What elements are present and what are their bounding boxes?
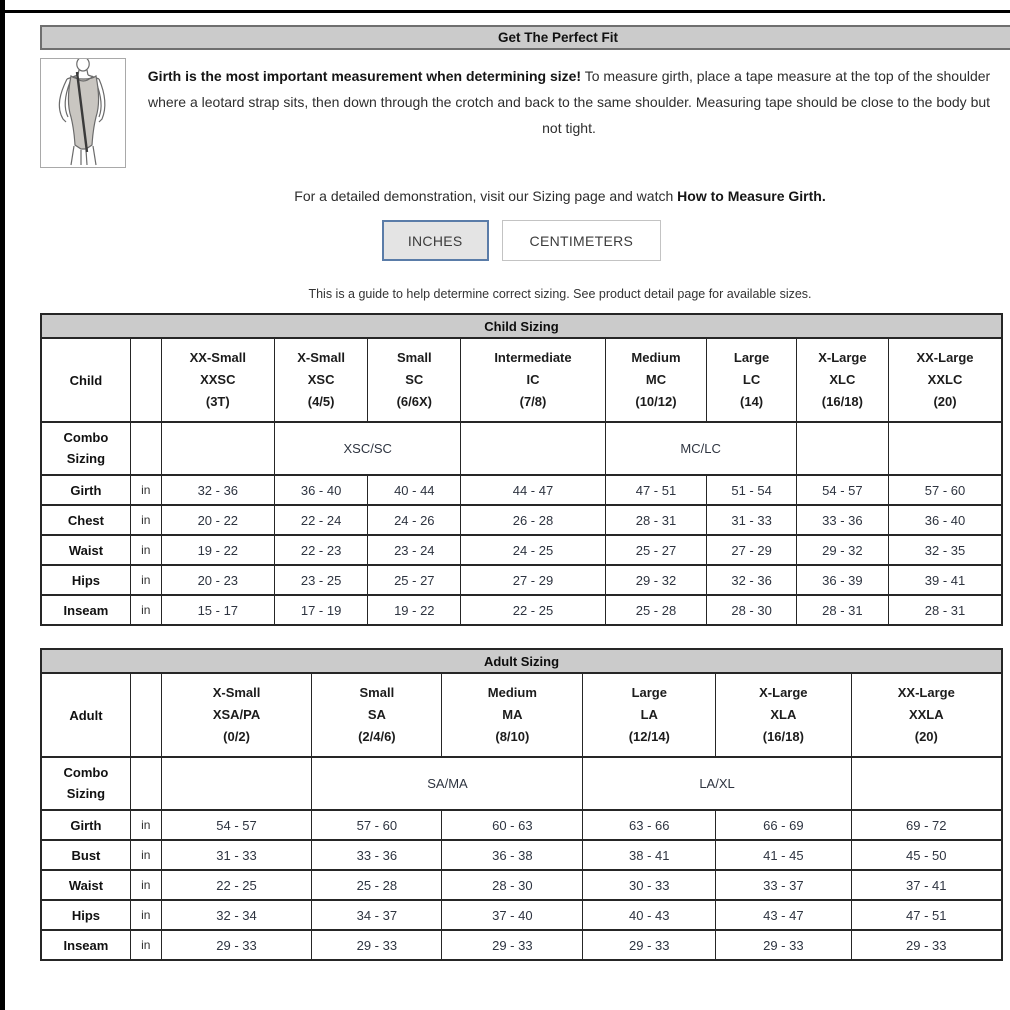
combo-empty-cell: [161, 757, 312, 810]
size-label: Large: [631, 684, 667, 700]
adult-row-header-label: Adult: [41, 673, 130, 757]
combo-empty-cell: [851, 757, 1002, 810]
measurement-unit: in: [130, 475, 161, 505]
guide-note: This is a guide to help determine correct sizing. See product detail page for available sizes.: [308, 287, 812, 301]
adult-measurement-row: [41, 930, 1002, 960]
size-range: (6/6X): [396, 394, 432, 410]
size-value-cell: 24 - 25: [461, 535, 605, 565]
size-value-cell: 29 - 33: [442, 930, 583, 960]
size-value-cell: 33 - 36: [312, 840, 442, 870]
child-measurement-row: [41, 595, 1002, 625]
size-value-cell: 28 - 31: [605, 505, 707, 535]
girth-instructions-lead: Girth is the most important measurement when determining size!: [147, 68, 582, 84]
measurement-label: Waist: [41, 870, 130, 900]
demo-note-text: For a detailed demonstration, visit our Sizing page and watch: [294, 188, 678, 204]
size-value-cell: 33 - 37: [716, 870, 852, 900]
combo-size-cell: XSC/SC: [275, 422, 461, 475]
size-column-header: [442, 673, 583, 757]
size-value-cell: 29 - 32: [605, 565, 707, 595]
measurement-label: Girth: [41, 810, 130, 840]
size-code: XXSC: [200, 371, 236, 387]
size-value-cell: 38 - 41: [583, 840, 716, 870]
size-value-cell: 47 - 51: [851, 900, 1002, 930]
adult-combo-sizing-row: [41, 757, 1002, 810]
combo-size-cell: LA/XL: [583, 757, 851, 810]
size-label: X-Small: [212, 684, 261, 700]
size-value-cell: 29 - 33: [312, 930, 442, 960]
unit-column-header: [130, 338, 161, 422]
size-column-header: [275, 338, 368, 422]
size-value-cell: 20 - 23: [161, 565, 274, 595]
unit-column-header: [130, 673, 161, 757]
child-sizing-table: [40, 313, 1003, 626]
size-value-cell: 66 - 69: [716, 810, 852, 840]
size-value-cell: 44 - 47: [461, 475, 605, 505]
size-value-cell: 25 - 27: [368, 565, 461, 595]
size-range: (8/10): [495, 729, 530, 745]
size-label: XX-Large: [916, 349, 974, 365]
size-label: Medium: [487, 684, 537, 700]
size-code: LC: [742, 371, 761, 387]
size-label: Small: [359, 684, 395, 700]
size-value-cell: 28 - 30: [707, 595, 796, 625]
measurement-unit: in: [130, 870, 161, 900]
combo-empty-cell: [161, 422, 274, 475]
measurement-unit: in: [130, 840, 161, 870]
size-value-cell: 28 - 31: [889, 595, 1002, 625]
child-row-header-label: Child: [41, 338, 130, 422]
combo-empty-cell: [889, 422, 1002, 475]
combo-unit-cell: [130, 422, 161, 475]
size-range: (20): [914, 729, 938, 745]
intro-section: [40, 58, 1010, 168]
size-range: (12/14): [628, 729, 670, 745]
size-column-header: [851, 673, 1002, 757]
centimeters-button[interactable]: CENTIMETERS: [502, 220, 662, 261]
size-range: (16/18): [762, 729, 804, 745]
window-frame-left-edge: [0, 0, 5, 1010]
how-to-measure-girth-label: How to Measure Girth.: [677, 188, 826, 204]
size-value-cell: 36 - 40: [275, 475, 368, 505]
measurement-unit: in: [130, 810, 161, 840]
size-label: Large: [733, 349, 770, 365]
leotard-girth-tape-illustration: [40, 58, 126, 168]
adult-table-title: Adult Sizing: [41, 649, 1002, 673]
size-value-cell: 19 - 22: [368, 595, 461, 625]
page-title: Get The Perfect Fit: [40, 25, 1010, 50]
demo-note: [40, 188, 1010, 204]
size-column-header: [312, 673, 442, 757]
size-value-cell: 63 - 66: [583, 810, 716, 840]
size-value-cell: 29 - 33: [583, 930, 716, 960]
size-value-cell: 54 - 57: [796, 475, 888, 505]
size-value-cell: 37 - 40: [442, 900, 583, 930]
size-value-cell: 47 - 51: [605, 475, 707, 505]
size-column-header: [461, 338, 605, 422]
measurement-label: Hips: [41, 900, 130, 930]
size-value-cell: 22 - 23: [275, 535, 368, 565]
size-value-cell: 60 - 63: [442, 810, 583, 840]
size-value-cell: 51 - 54: [707, 475, 796, 505]
size-value-cell: 27 - 29: [461, 565, 605, 595]
size-label: Intermediate: [494, 349, 572, 365]
adult-size-header-row: [41, 673, 1002, 757]
size-value-cell: 43 - 47: [716, 900, 852, 930]
measurement-label: Chest: [41, 505, 130, 535]
size-value-cell: 22 - 25: [161, 870, 312, 900]
size-value-cell: 25 - 27: [605, 535, 707, 565]
measurement-unit: in: [130, 505, 161, 535]
size-value-cell: 41 - 45: [716, 840, 852, 870]
size-value-cell: 57 - 60: [312, 810, 442, 840]
measurement-label: Inseam: [41, 930, 130, 960]
size-range: (4/5): [307, 394, 335, 410]
size-label: XX-Small: [189, 349, 246, 365]
size-value-cell: 33 - 36: [796, 505, 888, 535]
size-value-cell: 69 - 72: [851, 810, 1002, 840]
combo-size-cell: SA/MA: [312, 757, 583, 810]
size-column-header: [161, 338, 274, 422]
size-value-cell: 32 - 36: [707, 565, 796, 595]
size-value-cell: 32 - 36: [161, 475, 274, 505]
size-range: (7/8): [519, 394, 547, 410]
child-combo-sizing-row: [41, 422, 1002, 475]
child-measurement-row: [41, 505, 1002, 535]
size-value-cell: 36 - 40: [889, 505, 1002, 535]
size-code: MC: [645, 371, 667, 387]
size-column-header: [796, 338, 888, 422]
size-value-cell: 25 - 28: [312, 870, 442, 900]
size-label: X-Large: [759, 684, 808, 700]
size-value-cell: 27 - 29: [707, 535, 796, 565]
measurement-label: Hips: [41, 565, 130, 595]
size-range: (10/12): [635, 394, 677, 410]
size-range: (2/4/6): [358, 729, 396, 745]
size-range: (14): [740, 394, 764, 410]
combo-unit-cell: [130, 757, 161, 810]
size-label: X-Large: [818, 349, 867, 365]
measurement-unit: in: [130, 535, 161, 565]
child-table-title-row: [41, 314, 1002, 338]
adult-sizing-table: [40, 648, 1003, 961]
size-value-cell: 17 - 19: [275, 595, 368, 625]
size-range: (16/18): [821, 394, 863, 410]
size-value-cell: 54 - 57: [161, 810, 312, 840]
size-value-cell: 45 - 50: [851, 840, 1002, 870]
size-value-cell: 29 - 32: [796, 535, 888, 565]
size-value-cell: 24 - 26: [368, 505, 461, 535]
size-code: IC: [526, 371, 540, 387]
size-value-cell: 34 - 37: [312, 900, 442, 930]
size-code: XLA: [770, 706, 797, 722]
size-value-cell: 28 - 30: [442, 870, 583, 900]
size-value-cell: 31 - 33: [707, 505, 796, 535]
size-value-cell: 36 - 38: [442, 840, 583, 870]
size-column-header: [716, 673, 852, 757]
child-measurement-row: [41, 565, 1002, 595]
size-value-cell: 36 - 39: [796, 565, 888, 595]
size-label: Small: [396, 349, 432, 365]
measurement-label: Girth: [41, 475, 130, 505]
measurement-unit: in: [130, 565, 161, 595]
size-code: XXLA: [908, 706, 944, 722]
size-value-cell: 40 - 43: [583, 900, 716, 930]
size-value-cell: 23 - 24: [368, 535, 461, 565]
adult-table-title-row: [41, 649, 1002, 673]
size-value-cell: 26 - 28: [461, 505, 605, 535]
size-label: Medium: [631, 349, 681, 365]
size-column-header: [161, 673, 312, 757]
size-column-header: [368, 338, 461, 422]
size-label: XX-Large: [897, 684, 955, 700]
girth-instructions: [138, 64, 1000, 168]
adult-measurement-row: [41, 840, 1002, 870]
size-value-cell: 22 - 25: [461, 595, 605, 625]
size-code: SC: [405, 371, 424, 387]
combo-empty-cell: [461, 422, 605, 475]
size-value-cell: 29 - 33: [716, 930, 852, 960]
girth-instructions-body: To measure girth, place a tape measure at the top of the shoulder where a leotard strap sits, then down through the crotch and back to the same shoulder. Measuring tape should be close to the body but not tight.: [147, 68, 991, 136]
size-code: MA: [502, 706, 523, 722]
size-value-cell: 28 - 31: [796, 595, 888, 625]
child-size-header-row: [41, 338, 1002, 422]
measurement-label: Inseam: [41, 595, 130, 625]
size-column-header: [889, 338, 1002, 422]
size-value-cell: 39 - 41: [889, 565, 1002, 595]
measurement-unit: in: [130, 595, 161, 625]
measurement-label: Bust: [41, 840, 130, 870]
size-value-cell: 32 - 34: [161, 900, 312, 930]
size-value-cell: 29 - 33: [851, 930, 1002, 960]
size-value-cell: 30 - 33: [583, 870, 716, 900]
measurement-unit: in: [130, 900, 161, 930]
combo-sizing-label: Combo Sizing: [41, 757, 130, 810]
size-value-cell: 23 - 25: [275, 565, 368, 595]
size-range: (3T): [205, 394, 230, 410]
size-value-cell: 20 - 22: [161, 505, 274, 535]
combo-empty-cell: [796, 422, 888, 475]
size-code: XSA/PA: [212, 706, 261, 722]
leotard-figure-drawing: [41, 59, 125, 167]
size-value-cell: 32 - 35: [889, 535, 1002, 565]
size-value-cell: 22 - 24: [275, 505, 368, 535]
size-code: LA: [640, 706, 658, 722]
size-value-cell: 40 - 44: [368, 475, 461, 505]
size-range: (20): [933, 394, 957, 410]
size-value-cell: 29 - 33: [161, 930, 312, 960]
measurement-label: Waist: [41, 535, 130, 565]
child-measurement-row: [41, 475, 1002, 505]
size-value-cell: 31 - 33: [161, 840, 312, 870]
size-column-header: [707, 338, 796, 422]
size-value-cell: 15 - 17: [161, 595, 274, 625]
child-table-title: Child Sizing: [41, 314, 1002, 338]
size-value-cell: 25 - 28: [605, 595, 707, 625]
combo-size-cell: MC/LC: [605, 422, 796, 475]
size-code: XXLC: [927, 371, 963, 387]
adult-measurement-row: [41, 900, 1002, 930]
size-value-cell: 57 - 60: [889, 475, 1002, 505]
adult-measurement-row: [41, 870, 1002, 900]
combo-sizing-label: Combo Sizing: [41, 422, 130, 475]
inches-button[interactable]: INCHES: [382, 220, 489, 261]
adult-measurement-row: [41, 810, 1002, 840]
size-column-header: [605, 338, 707, 422]
size-label: X-Small: [297, 349, 345, 365]
size-column-header: [583, 673, 716, 757]
size-range: (0/2): [223, 729, 250, 745]
size-code: XLC: [829, 371, 856, 387]
sizing-guide-page: [40, 0, 1010, 961]
measurement-unit: in: [130, 930, 161, 960]
unit-toggle: [40, 220, 1003, 261]
child-measurement-row: [41, 535, 1002, 565]
size-value-cell: 37 - 41: [851, 870, 1002, 900]
size-value-cell: 19 - 22: [161, 535, 274, 565]
size-code: XSC: [307, 371, 335, 387]
size-code: SA: [367, 706, 386, 722]
